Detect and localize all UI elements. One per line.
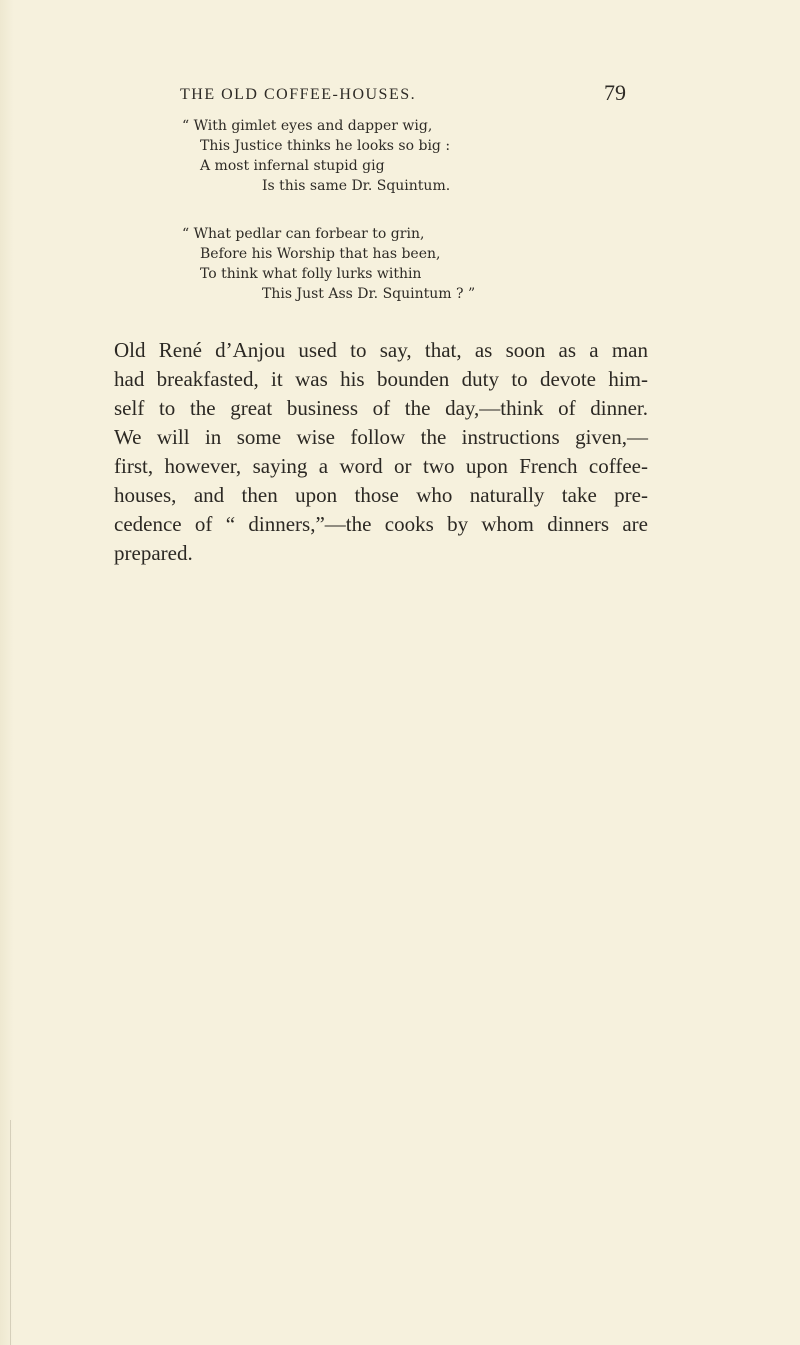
prose-line: had breakfasted, it was his bounden duty to devote him- [114, 367, 648, 391]
verse-line: This Just Ass Dr. Squintum ? ” [262, 286, 476, 302]
prose-line: Old René d’Anjou used to say, that, as soon as a man [114, 338, 648, 362]
verse-line: A most infernal stupid gig [200, 158, 385, 174]
verse-line: Before his Worship that has been, [200, 246, 441, 262]
verse-line: This Justice thinks he looks so big : [200, 138, 451, 154]
page-number: 79 [604, 80, 626, 105]
prose-line: cedence of “ dinners,”—the cooks by whom dinners are [114, 512, 648, 536]
prose-line: houses, and then upon those who naturally take pre- [114, 483, 648, 507]
verse-line: “ With gimlet eyes and dapper wig, [182, 118, 433, 134]
running-title: THE OLD COFFEE-HOUSES. [180, 86, 417, 103]
prose-line: We will in some wise follow the instructions given,— [114, 425, 648, 449]
prose-line: self to the great business of the day,—think of dinner. [114, 396, 648, 420]
prose-line: prepared. [114, 541, 193, 565]
verse-stanza-2 [182, 224, 475, 304]
verse-line: Is this same Dr. Squintum. [262, 178, 451, 194]
verse-stanza-1 [182, 116, 450, 196]
body-paragraph [114, 336, 648, 568]
gutter-shadow [10, 1120, 11, 1345]
verse-line: To think what folly lurks within [200, 266, 422, 282]
verse-line: “ What pedlar can forbear to grin, [182, 226, 425, 242]
prose-line: first, however, saying a word or two upon French coffee- [114, 454, 648, 478]
